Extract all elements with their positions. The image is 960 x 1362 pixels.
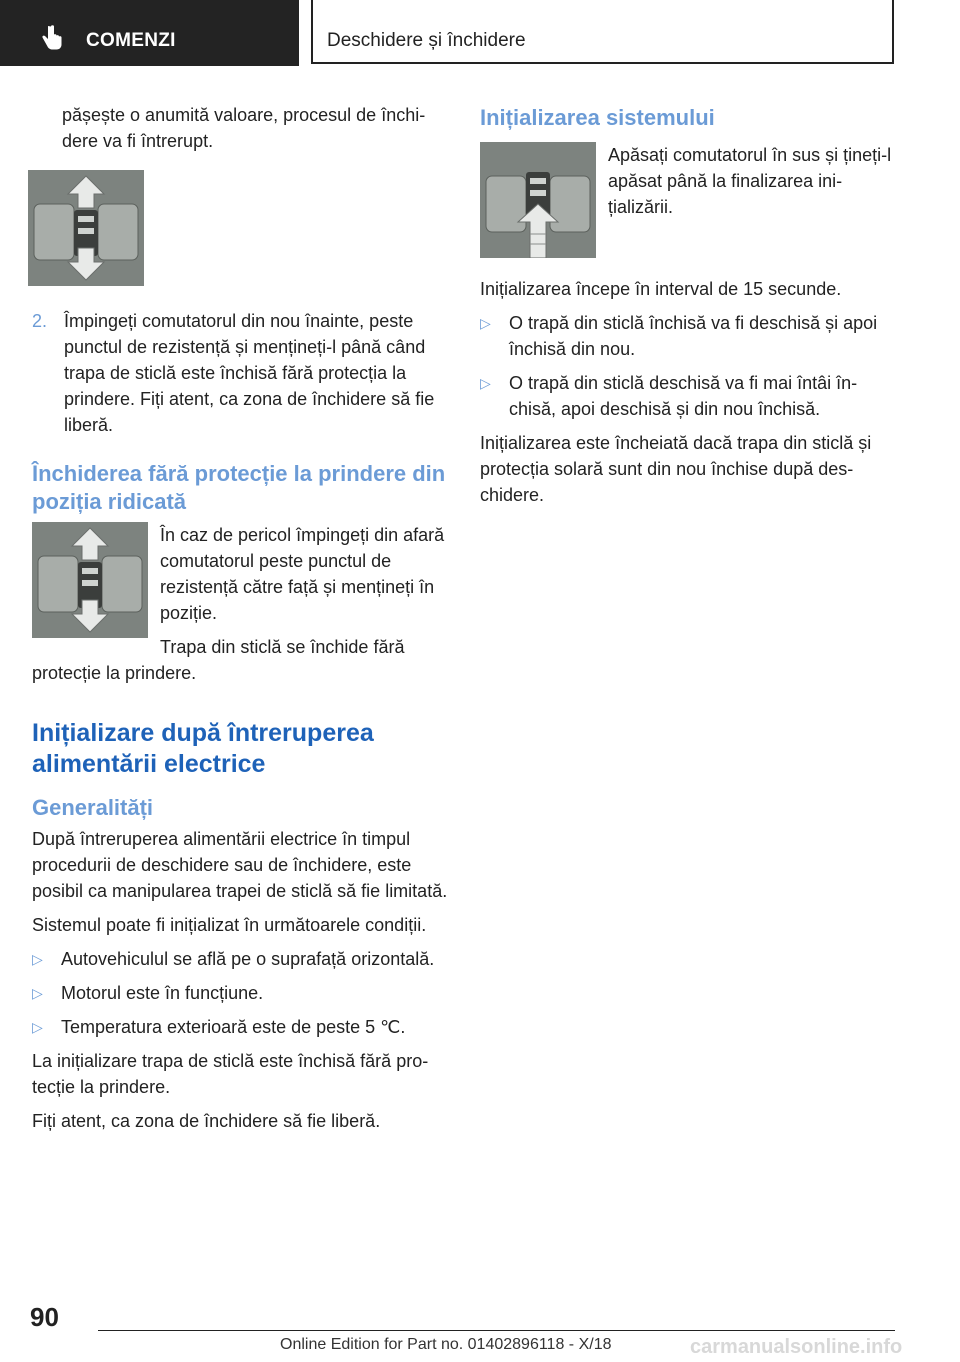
watermark: carmanualsonline.info [690, 1336, 903, 1358]
bullet-triangle-icon: ▷ [32, 985, 43, 1001]
step-2 [32, 308, 450, 438]
list-item: ▷ Autovehiculul se află pe o suprafață orizontală. [32, 946, 450, 972]
paragraph-general-4: Fiți atent, ca zona de închidere să fie liberă. [32, 1111, 381, 1131]
list-item: ▷ O trapă din sticlă deschisă va fi mai întâi închisă, apoi deschisă și din nou închisă. [480, 370, 896, 422]
paragraph-continued: pășește o anumită valoare, procesul de închidere va fi întrerupt. [62, 105, 426, 151]
list-item: ▷ Motorul este în funcțiune. [32, 980, 450, 1006]
footer-edition: Online Edition for Part no. 01402896118 - X/18 [280, 1336, 612, 1353]
heading-system-init: Inițializarea sistemului [480, 105, 715, 130]
switch-illustration-init [480, 142, 596, 258]
bullet-triangle-icon: ▷ [480, 315, 491, 331]
paragraph-system-1: Apăsați comutatorul în sus și țineți-l apăsat până la finalizarea inițializării. [608, 145, 892, 217]
paragraph-raised-2: Trapa din sticlă se închide fără protecție la prindere. [32, 637, 405, 683]
heading-initialization: Inițializare după întreruperea alimentării electrice [32, 719, 374, 778]
list-item: ▷ Temperatura exterioară este de peste 5 ℃. [32, 1014, 450, 1040]
right-column [480, 104, 896, 516]
paragraph-raised-1: În caz de pericol împingeți din afară comutatorul peste punctul de rezistență către față și mențineți în poziție. [160, 525, 445, 623]
step-text: Împingeți comutatorul din nou înainte, peste punctul de rezistență și mențineți-l până când trapa de sticlă este închisă fără protecția la prindere. Fiți atent, ca zona de închidere să fie liberă. [64, 311, 435, 435]
chapter-title: Deschidere și închidere [327, 30, 526, 51]
step-number: 2. [32, 311, 48, 331]
paragraph-system-3: Inițializarea este încheiată dacă trapa din sticlă și protecția solară sunt din nou închise după deschidere. [480, 433, 872, 505]
list-item: ▷ O trapă din sticlă închisă va fi deschisă și apoi închisă din nou. [480, 310, 896, 362]
bullet-triangle-icon: ▷ [32, 1019, 43, 1035]
hand-pointer-icon [40, 24, 64, 52]
heading-general: Generalități [32, 795, 154, 820]
left-column [32, 102, 450, 1142]
section-label: COMENZI [86, 30, 176, 51]
paragraph-general-1: După întreruperea alimentării electrice în timpul procedurii de deschidere sau de închidere, este posibil ca manipularea trapei de sticlă să fie limitată. [32, 829, 448, 901]
heading-close-raised: Închiderea fără protecție la prindere din poziția ridicată [32, 461, 446, 514]
section-tab[interactable] [0, 0, 299, 66]
bullet-triangle-icon: ▷ [32, 951, 43, 967]
paragraph-general-3: La inițializare trapa de sticlă este închisă fără protecție la prindere. [32, 1051, 429, 1097]
paragraph-general-2: Sistemul poate fi inițializat în următoarele condiții. [32, 915, 427, 935]
page-number: 90 [30, 1302, 59, 1332]
switch-illustration-raised [32, 522, 148, 638]
chapter-header [311, 0, 894, 64]
bullet-triangle-icon: ▷ [480, 375, 491, 391]
footer-divider [98, 1330, 895, 1331]
paragraph-system-2: Inițializarea începe în interval de 15 secunde. [480, 279, 842, 299]
switch-illustration [28, 170, 144, 286]
